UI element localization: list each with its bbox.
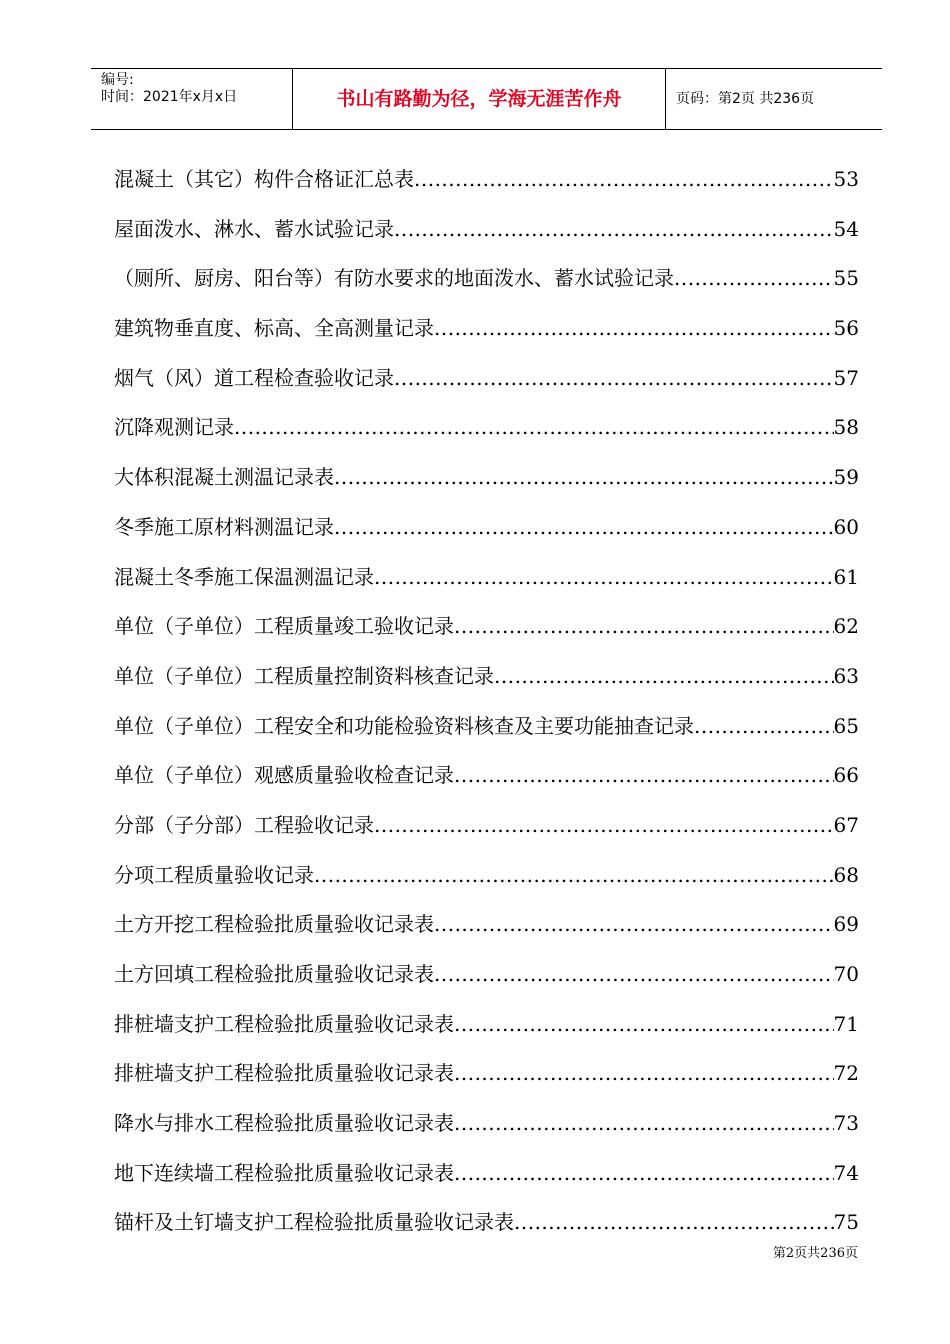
toc-dot-leader: [454, 602, 834, 652]
toc-entry-page-number: 59: [833, 465, 859, 490]
toc-entry[interactable]: [114, 751, 859, 801]
toc-dot-leader: [514, 1198, 834, 1248]
toc-entry[interactable]: [114, 155, 859, 205]
toc-entry[interactable]: [114, 553, 859, 603]
toc-entry-title: （厕所、厨房、阳台等）有防水要求的地面泼水、蓄水试验记录: [114, 266, 674, 291]
toc-entry[interactable]: [114, 354, 859, 404]
toc-entry[interactable]: [114, 254, 859, 304]
toc-entry[interactable]: [114, 900, 859, 950]
toc-entry-title: 分部（子分部）工程验收记录: [114, 812, 374, 837]
toc-entry[interactable]: [114, 950, 859, 1000]
toc-entry-page-number: 60: [833, 514, 859, 539]
toc-dot-leader: [334, 453, 834, 503]
toc-entry-page-number: 63: [833, 663, 859, 688]
toc-entry-title: 土方开挖工程检验批质量验收记录表: [114, 912, 434, 937]
toc-dot-leader: [394, 354, 834, 404]
toc-entry-page-number: 54: [833, 216, 859, 241]
toc-entry-page-number: 53: [833, 167, 859, 191]
toc-entry[interactable]: [114, 1049, 859, 1099]
toc-entry-title: 锚杆及土钉墙支护工程检验批质量验收记录表: [114, 1210, 514, 1235]
toc-entry[interactable]: [114, 1198, 859, 1248]
toc-entry[interactable]: [114, 304, 859, 354]
toc-dot-leader: [454, 1049, 834, 1099]
toc-dot-leader: [434, 950, 834, 1000]
toc-dot-leader: [434, 304, 834, 354]
toc-dot-leader: [454, 1099, 834, 1149]
toc-entry-page-number: 58: [833, 415, 859, 440]
toc-dot-leader: [374, 801, 834, 851]
toc-entry-title: 冬季施工原材料测温记录: [114, 514, 334, 539]
toc-entry[interactable]: [114, 801, 859, 851]
toc-entry[interactable]: [114, 503, 859, 553]
header-motto: 书山有路勤为径，学海无涯苦作舟: [336, 88, 622, 110]
toc-entry-title: 单位（子单位）工程质量竣工验收记录: [114, 614, 454, 639]
document-number-label: 编号:: [101, 72, 134, 88]
toc-entry-page-number: 57: [833, 365, 859, 390]
toc-dot-leader: [494, 652, 834, 702]
toc-dot-leader: [694, 702, 834, 752]
toc-entry-page-number: 55: [833, 266, 859, 291]
toc-entry[interactable]: [114, 652, 859, 702]
toc-dot-leader: [434, 900, 834, 950]
footer-page-number: 第2页共236页: [772, 1246, 858, 1261]
toc-dot-leader: [394, 205, 834, 255]
toc-entry-title: 排桩墙支护工程检验批质量验收记录表: [114, 1011, 454, 1036]
toc-entry[interactable]: [114, 205, 859, 255]
toc-entry-title: 大体积混凝土测温记录表: [114, 465, 334, 490]
toc-entry-page-number: 75: [833, 1210, 859, 1235]
toc-entry-title: 混凝土冬季施工保温测温记录: [114, 564, 374, 589]
document-header: [91, 68, 882, 130]
toc-entry-page-number: 73: [833, 1111, 859, 1136]
toc-entry-page-number: 72: [833, 1061, 859, 1086]
toc-dot-leader: [374, 553, 834, 603]
toc-entry-page-number: 71: [833, 1011, 859, 1036]
toc-entry-page-number: 66: [833, 763, 859, 788]
table-of-contents: [114, 155, 859, 1248]
toc-entry[interactable]: [114, 1000, 859, 1050]
header-page-info: 页码：第2页 共236页: [676, 91, 815, 107]
toc-entry[interactable]: [114, 702, 859, 752]
header-meta-cell: [91, 69, 293, 129]
toc-dot-leader: [234, 403, 834, 453]
toc-entry-page-number: 69: [833, 912, 859, 937]
toc-entry-title: 排桩墙支护工程检验批质量验收记录表: [114, 1061, 454, 1086]
toc-dot-leader: [454, 1149, 834, 1199]
toc-entry-title: 降水与排水工程检验批质量验收记录表: [114, 1111, 454, 1136]
toc-entry-page-number: 68: [833, 862, 859, 887]
toc-entry-title: 沉降观测记录: [114, 415, 234, 440]
toc-entry-title: 单位（子单位）工程安全和功能检验资料核查及主要功能抽查记录: [114, 713, 694, 738]
toc-entry-title: 单位（子单位）观感质量验收检查记录: [114, 763, 454, 788]
toc-entry[interactable]: [114, 453, 859, 503]
toc-entry-title: 单位（子单位）工程质量控制资料核查记录: [114, 663, 494, 688]
document-time-label: 时间：2021年x月x日: [101, 89, 238, 105]
toc-entry-title: 分项工程质量验收记录: [114, 862, 314, 887]
toc-entry-page-number: 62: [833, 614, 859, 639]
toc-entry-title: 地下连续墙工程检验批质量验收记录表: [114, 1160, 454, 1185]
toc-entry-page-number: 70: [833, 962, 859, 986]
toc-entry[interactable]: [114, 602, 859, 652]
toc-entry-page-number: 74: [833, 1160, 859, 1185]
toc-entry-page-number: 67: [833, 812, 859, 837]
toc-dot-leader: [414, 155, 834, 205]
toc-entry[interactable]: [114, 851, 859, 901]
toc-entry[interactable]: [114, 1099, 859, 1149]
toc-dot-leader: [454, 751, 834, 801]
toc-entry[interactable]: [114, 403, 859, 453]
toc-dot-leader: [674, 254, 834, 304]
toc-entry-title: 屋面泼水、淋水、蓄水试验记录: [114, 216, 394, 241]
header-motto-cell: [293, 69, 666, 129]
toc-entry[interactable]: [114, 1149, 859, 1199]
toc-dot-leader: [454, 1000, 834, 1050]
toc-entry-title: 建筑物垂直度、标高、全高测量记录: [114, 316, 434, 341]
toc-entry-page-number: 65: [833, 713, 859, 738]
header-page-cell: [666, 69, 882, 129]
toc-entry-page-number: 56: [833, 316, 859, 341]
toc-dot-leader: [334, 503, 834, 553]
toc-entry-title: 烟气（风）道工程检查验收记录: [114, 365, 394, 390]
toc-entry-title: 土方回填工程检验批质量验收记录表: [114, 962, 434, 986]
toc-entry-title: 混凝土（其它）构件合格证汇总表: [114, 167, 414, 191]
toc-dot-leader: [314, 851, 834, 901]
toc-entry-page-number: 61: [833, 564, 859, 589]
